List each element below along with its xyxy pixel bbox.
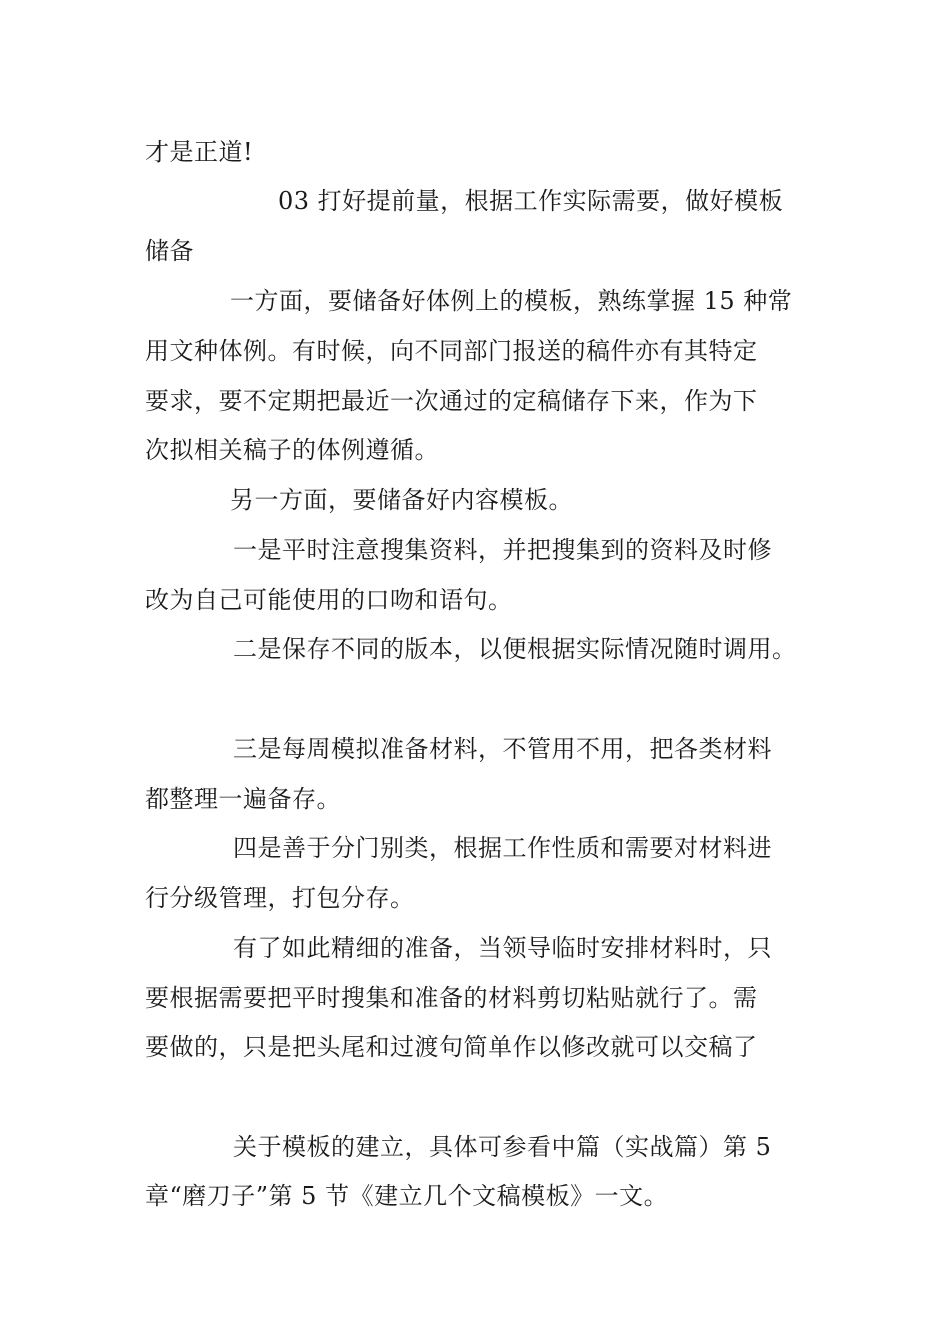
text-line: 章“磨刀子”第 5 节《建立几个文稿模板》一文。 xyxy=(145,1182,669,1210)
text-line: 要根据需要把平时搜集和准备的材料剪切粘贴就行了。需 xyxy=(145,984,758,1012)
text-line: 都整理一遍备存。 xyxy=(145,785,341,813)
paragraph-start: 二是保存不同的版本，以便根据实际情况随时调用。 xyxy=(233,635,797,663)
section-heading: 03 打好提前量，根据工作实际需要，做好模板 xyxy=(278,187,784,215)
text-line: 储备 xyxy=(145,237,194,265)
text-line: 才是正道! xyxy=(145,138,254,166)
paragraph-start: 一是平时注意搜集资料，并把搜集到的资料及时修 xyxy=(233,536,772,564)
paragraph-start: 关于模板的建立，具体可参看中篇（实战篇）第 5 xyxy=(233,1133,772,1161)
text-line: 用文种体例。有时候，向不同部门报送的稿件亦有其特定 xyxy=(145,337,758,365)
text-line: 要做的，只是把头尾和过渡句简单作以修改就可以交稿了 xyxy=(145,1033,758,1061)
text-line: 要求，要不定期把最近一次通过的定稿储存下来，作为下 xyxy=(145,387,758,415)
paragraph-start: 另一方面，要储备好内容模板。 xyxy=(230,486,573,514)
text-line: 次拟相关稿子的体例遵循。 xyxy=(145,436,439,464)
paragraph-start: 有了如此精细的准备，当领导临时安排材料时，只 xyxy=(233,934,772,962)
text-line: 行分级管理，打包分存。 xyxy=(145,884,415,912)
paragraph-start: 一方面，要储备好体例上的模板，熟练掌握 15 种常 xyxy=(230,287,793,315)
text-line: 改为自己可能使用的口吻和语句。 xyxy=(145,586,513,614)
paragraph-start: 四是善于分门别类，根据工作性质和需要对材料进 xyxy=(233,834,772,862)
paragraph-start: 三是每周模拟准备材料，不管用不用，把各类材料 xyxy=(233,735,772,763)
